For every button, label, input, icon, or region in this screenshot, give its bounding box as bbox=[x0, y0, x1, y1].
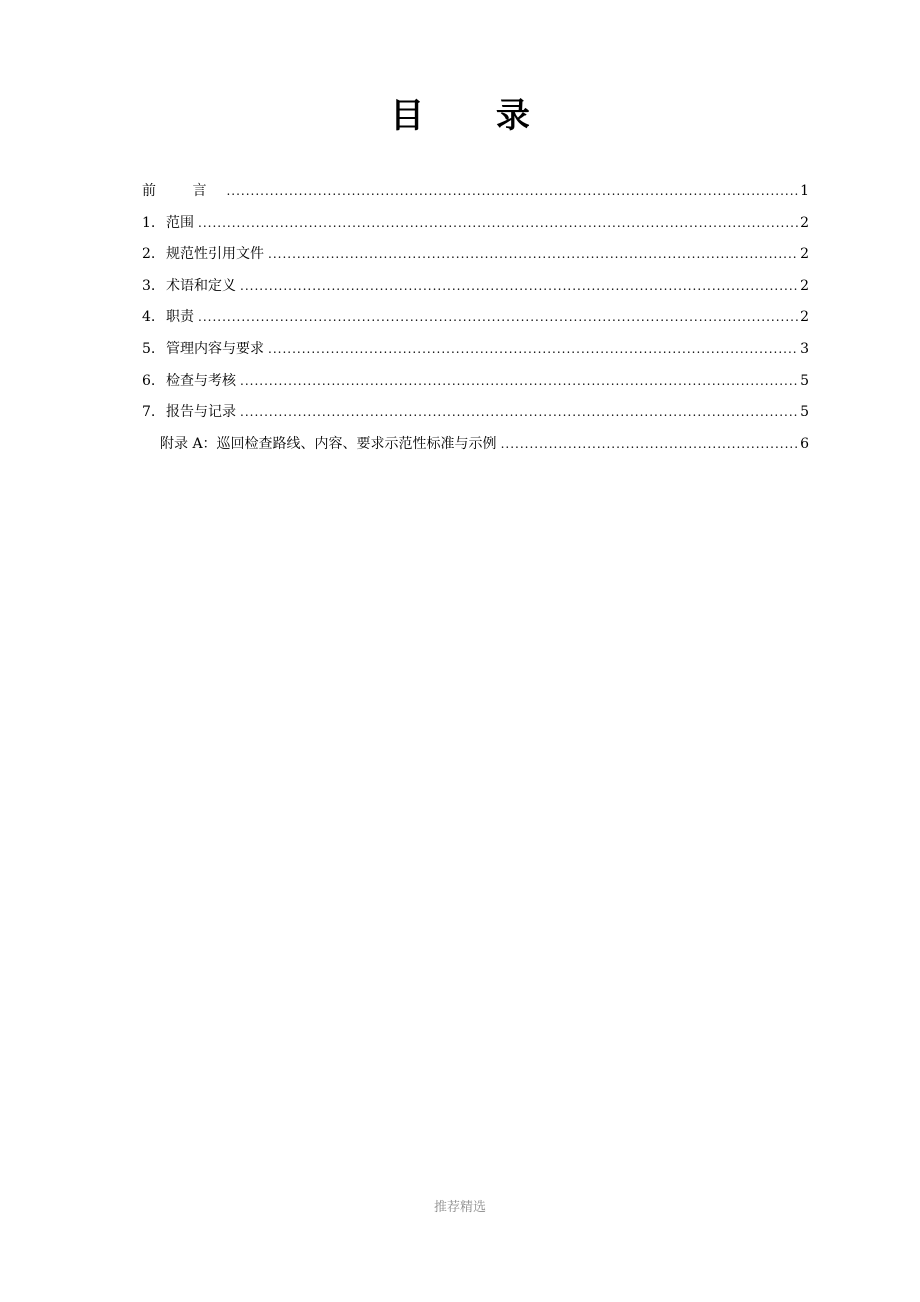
toc-entry-page: 5 bbox=[800, 372, 809, 389]
toc-leader-dots bbox=[240, 370, 798, 392]
toc-entry-text: 前 言 bbox=[142, 183, 223, 199]
toc-entry-number: 4. bbox=[142, 309, 156, 326]
toc-entry-text: 管理内容与要求 bbox=[166, 340, 264, 357]
toc-entry-reports-records[interactable] bbox=[142, 401, 809, 433]
toc-entry-text: 规范性引用文件 bbox=[166, 246, 264, 263]
toc-leader-dots bbox=[268, 338, 798, 360]
page-footer: 推荐精选 bbox=[433, 1200, 486, 1215]
toc-entry-text: 范围 bbox=[166, 214, 194, 231]
toc-leader-dots bbox=[268, 243, 798, 265]
toc-entry-normative-references[interactable] bbox=[142, 243, 809, 275]
toc-leader-dots bbox=[198, 306, 798, 328]
toc-entry-number: 1. bbox=[142, 214, 156, 231]
toc-entry-scope[interactable] bbox=[142, 212, 809, 244]
toc-entry-text: 术语和定义 bbox=[166, 277, 236, 294]
toc-entry-management-requirements[interactable] bbox=[142, 338, 809, 370]
toc-entry-number: 6. bbox=[142, 372, 156, 389]
toc-entry-responsibilities[interactable] bbox=[142, 306, 809, 338]
toc-entry-page: 6 bbox=[800, 435, 809, 452]
toc-entry-page: 1 bbox=[800, 183, 809, 199]
toc-leader-dots bbox=[226, 180, 798, 202]
toc-title: 目 录 bbox=[390, 96, 560, 136]
toc-entry-number: 3. bbox=[142, 277, 156, 294]
toc-entry-page: 3 bbox=[800, 340, 809, 357]
toc-leader-dots bbox=[240, 401, 798, 423]
toc-entry-text: 报告与记录 bbox=[166, 404, 236, 421]
table-of-contents bbox=[142, 180, 809, 464]
toc-entry-page: 2 bbox=[800, 214, 809, 231]
toc-entry-text: 职责 bbox=[166, 309, 194, 326]
toc-entry-number: 5. bbox=[142, 340, 156, 357]
toc-entry-page: 2 bbox=[800, 277, 809, 294]
toc-entry-page: 5 bbox=[800, 404, 809, 421]
toc-entry-page: 2 bbox=[800, 246, 809, 263]
toc-entry-page: 2 bbox=[800, 309, 809, 326]
toc-leader-dots bbox=[198, 212, 798, 234]
toc-entry-number: 7. bbox=[142, 404, 156, 421]
toc-entry-appendix-a[interactable] bbox=[142, 433, 809, 465]
toc-entry-preface[interactable] bbox=[142, 180, 809, 212]
toc-leader-dots bbox=[501, 433, 799, 455]
toc-entry-number: 2. bbox=[142, 246, 156, 263]
toc-entry-terms-definitions[interactable] bbox=[142, 275, 809, 307]
toc-entry-text: 检查与考核 bbox=[166, 372, 236, 389]
toc-leader-dots bbox=[240, 275, 798, 297]
toc-entry-text: 附录 A：巡回检查路线、内容、要求示范性标准与示例 bbox=[160, 435, 497, 452]
toc-entry-inspection-assessment[interactable] bbox=[142, 370, 809, 402]
